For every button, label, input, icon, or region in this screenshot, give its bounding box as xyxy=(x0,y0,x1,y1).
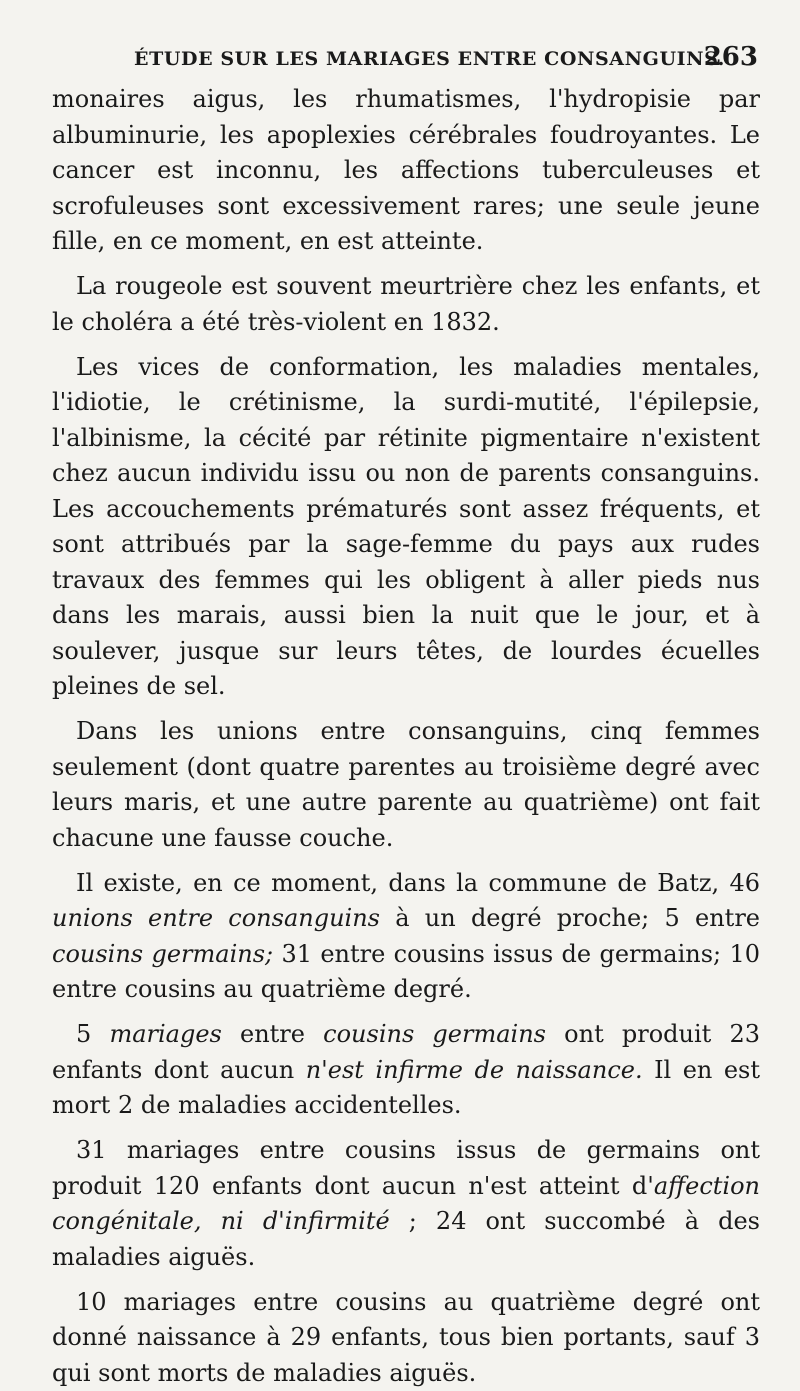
body-text xyxy=(52,82,760,1391)
text-run: La rougeole est souvent meurtrière chez les enfants, et le choléra a été très-violent en 1832. xyxy=(52,272,760,336)
running-title: ÉTUDE SUR LES MARIAGES ENTRE CONSANGUINS. xyxy=(134,48,725,70)
italic-text-run: cousins germains; xyxy=(52,940,273,968)
text-run: Il en est mort 2 de maladies accidentelles. xyxy=(52,1056,760,1120)
text-run: à un degré proche; 5 entre xyxy=(380,904,760,932)
italic-text-run: affection congénitale, ni d'infirmité xyxy=(52,1172,760,1236)
page-number: 263 xyxy=(704,42,758,72)
paragraph xyxy=(52,1017,760,1124)
text-run: Dans les unions entre consanguins, cinq femmes seulement (dont quatre parentes au troisième degré avec leurs maris, et une autre parente au quatrième) ont fait chacune une fausse couche. xyxy=(52,717,760,852)
paragraph xyxy=(52,1285,760,1391)
text-run: monaires aigus, les rhumatismes, l'hydropisie par albuminurie, les apoplexies cérébrales foudroyantes. Le cancer est inconnu, les affections tuberculeuses et scrofuleuses sont excessivement rares; une seule jeune fille, en ce moment, en est atteinte. xyxy=(52,85,760,255)
text-run: ont produit 23 enfants dont aucun xyxy=(52,1020,760,1084)
italic-text-run: mariages xyxy=(109,1020,221,1048)
text-run: 31 entre cousins issus de germains; 10 entre cousins au quatrième degré. xyxy=(52,940,760,1004)
paragraph xyxy=(52,714,760,856)
paragraph xyxy=(52,350,760,705)
text-run: 5 xyxy=(76,1020,109,1048)
italic-text-run: unions entre consanguins xyxy=(52,904,380,932)
paragraph xyxy=(52,82,760,260)
text-run: ; 24 ont succombé à des maladies aiguës. xyxy=(52,1207,760,1271)
text-run: 10 mariages entre cousins au quatrième degré ont donné naissance à 29 enfants, tous bien portants, sauf 3 qui sont morts de maladies aiguës. xyxy=(52,1288,760,1387)
page-header xyxy=(52,40,760,82)
italic-text-run: cousins germains xyxy=(323,1020,546,1048)
paragraph xyxy=(52,866,760,1008)
paragraph xyxy=(52,1133,760,1275)
italic-text-run: n'est infirme de naissance. xyxy=(306,1056,643,1084)
text-run: Il existe, en ce moment, dans la commune de Batz, 46 xyxy=(76,869,760,897)
text-run: 31 mariages entre cousins issus de germains ont produit 120 enfants dont aucun n'est atteint d' xyxy=(52,1136,760,1200)
text-run: Les vices de conformation, les maladies mentales, l'idiotie, le crétinisme, la surdi-mutité, l'épilepsie, l'albinisme, la cécité par rétinite pigmentaire n'existent chez aucun individu issu ou non de parents consanguins. Les accouchements prématurés sont assez fréquents, et sont attribués par la sage-femme du pays aux rudes travaux des femmes qui les obligent à aller pieds nus dans les marais, aussi bien la nuit que le jour, et à soulever, jusque sur leurs têtes, de lourdes écuelles pleines de sel. xyxy=(52,353,760,701)
text-run: entre xyxy=(222,1020,323,1048)
paragraph xyxy=(52,269,760,340)
